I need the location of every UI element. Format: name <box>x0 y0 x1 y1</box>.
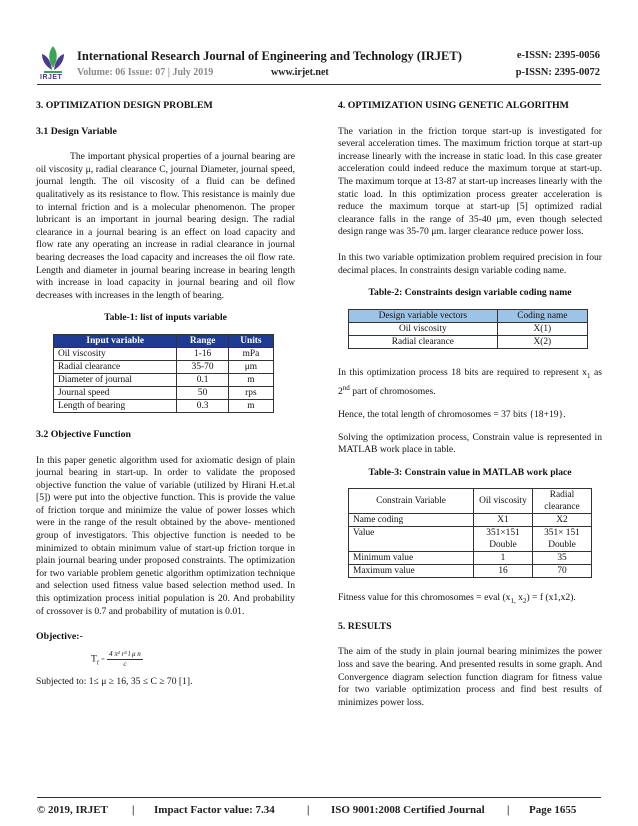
table-cell: X2 <box>533 514 592 527</box>
table-cell: Value <box>349 527 474 552</box>
table-1-header: Units <box>228 334 273 347</box>
table-row <box>349 514 592 527</box>
table-cell: mPa <box>228 347 273 360</box>
table-3-header: Constrain Variable <box>349 489 474 514</box>
formula-sub: f <box>96 660 99 667</box>
table-row <box>349 565 592 578</box>
table-cell: Radial clearance <box>349 335 498 348</box>
table-cell: 70 <box>533 565 592 578</box>
section-3-2-title: 3.2 Objective Function <box>36 428 131 440</box>
objective-formula <box>91 650 295 670</box>
right-column <box>338 100 602 709</box>
formula-lhs: T <box>91 653 97 665</box>
table-2-header: Coding name <box>497 309 587 322</box>
para3-sup: nd <box>342 384 350 393</box>
table-cell: Oil viscosity <box>349 322 498 335</box>
table-row <box>54 360 274 373</box>
formula-eq: = <box>101 657 105 664</box>
para3-sub: 1 <box>586 371 591 380</box>
table-cell: Minimum value <box>349 552 474 565</box>
table-row <box>54 386 274 399</box>
journal-header <box>0 0 638 86</box>
table-cell: m <box>228 373 273 386</box>
table-row <box>54 399 274 412</box>
irjet-logo-icon <box>38 44 68 76</box>
footer-page-number: Page 1655 <box>529 804 577 816</box>
footer-rule <box>37 797 601 798</box>
table-2-header: Design variable vectors <box>349 309 498 322</box>
table-1-caption: Table-1: list of inputs variable <box>104 312 227 324</box>
objective-label: Objective:- <box>36 631 83 643</box>
fitness-value-line <box>338 592 602 608</box>
section-3-1-paragraph: The important physical properties of a journal bearing are oil viscosity μ, radial clearance C, journal Diameter, journal speed, journal length. The oil viscosity of a fluid can be defined qualitatively as its resistance to flow. This resistance is mainly due to internal friction and is a molecular phenomenon. The proper lubricant is an important in journal bearing design. The radial clearance in a journal bearing is an effect on load capacity and flow rate any operating an increase in radial clearance in journal bearing decreases the load capacity and increases the oil flow rate. Length and diameter in journal bearing increase in bearing length with increase in load capacity in journal bearing and oil flow decreases with increases in the length of bearing. <box>36 151 295 301</box>
table-row <box>349 552 592 565</box>
formula-numerator: 4 π² r³ l μ n <box>109 649 141 658</box>
table-cell: 1 <box>474 552 533 565</box>
table-2 <box>348 309 588 349</box>
table-1 <box>53 334 274 413</box>
table-3-header-row <box>349 489 592 514</box>
table-3-header: Oil viscosity <box>474 489 533 514</box>
fitness-sub-2: 2 <box>522 597 527 606</box>
table-row <box>54 347 274 360</box>
section-3-title: 3. OPTIMIZATION DESIGN PROBLEM <box>36 100 213 111</box>
footer-separator: | <box>507 804 510 816</box>
header-rule <box>37 84 601 85</box>
formula-fraction <box>107 650 143 669</box>
journal-title: International Research Journal of Engineering and Technology (IRJET) <box>77 49 462 63</box>
eissn: e-ISSN: 2395-0056 <box>516 50 600 61</box>
section-5-paragraph: The aim of the study in plain journal bearing minimizes the power loss and save the bearing. And presented results in some graph. And Convergence diagram selection function diagram for fitness value for two variable optimization process and find best results of minimizes power loss. <box>338 646 602 708</box>
table-cell: Journal speed <box>54 386 177 399</box>
fitness-text-b: x <box>515 592 523 604</box>
table-cell: X(1) <box>497 322 587 335</box>
para3-text-a: In this optimization process 18 bits are required to represent x <box>338 366 587 378</box>
table-2-caption: Table-2: Constraints design variable coding name <box>368 287 572 299</box>
table-cell: 16 <box>474 565 533 578</box>
para3-text-c: part of chromosomes. <box>349 386 436 398</box>
footer-iso: ISO 9001:2008 Certified Journal <box>331 804 485 816</box>
table-row <box>54 373 274 386</box>
table-2-header-row <box>349 309 588 322</box>
section-4-paragraph-2: In this two variable optimization problem required precision in four decimal places. In constraints design variable coding name. <box>338 251 602 276</box>
table-cell: X(2) <box>497 335 587 348</box>
table-cell: 50 <box>177 386 228 399</box>
table-cell: Diameter of journal <box>54 373 177 386</box>
footer-separator: | <box>307 804 310 816</box>
table-cell: X1 <box>474 514 533 527</box>
table-row <box>349 335 588 348</box>
table-cell: 35 <box>533 552 592 565</box>
journal-url[interactable]: www.irjet.net <box>271 67 329 78</box>
formula-denominator: c <box>123 659 127 668</box>
table-cell: Radial clearance <box>54 360 177 373</box>
table-cell: 0.1 <box>177 373 228 386</box>
footer-separator: | <box>132 804 135 816</box>
section-5-title: 5. RESULTS <box>338 620 392 632</box>
subject-to: Subjected to: 1≤ μ ≥ 16, 35 ≤ C ≥ 70 [1]. <box>36 676 193 688</box>
table-cell: 351×151 Double <box>474 527 533 552</box>
fitness-text-c: ) = f (x1,x2). <box>526 592 576 604</box>
section-4-title: 4. OPTIMIZATION USING GENETIC ALGORITHM <box>338 100 569 111</box>
table-cell: m <box>228 399 273 412</box>
table-cell: Oil viscosity <box>54 347 177 360</box>
table-1-header: Range <box>177 334 228 347</box>
table-1-header-row <box>54 334 274 347</box>
table-row <box>349 527 592 552</box>
section-4-paragraph-4: Hence, the total length of chromosomes = 37 bits {18+19}. <box>338 409 566 420</box>
fitness-sub-1: 1, <box>510 597 516 606</box>
table-cell: 1-16 <box>177 347 228 360</box>
table-cell: 35-70 <box>177 360 228 373</box>
volume-info: Volume: 06 Issue: 07 | July 2019 <box>77 67 214 78</box>
table-cell: Maximum value <box>349 565 474 578</box>
footer-copyright: © 2019, IRJET <box>37 804 108 816</box>
table-3-caption: Table-3: Constrain value in MATLAB work place <box>368 466 572 478</box>
table-cell: rps <box>228 386 273 399</box>
table-3-header: Radial clearance <box>533 489 592 514</box>
table-cell: 0.3 <box>177 399 228 412</box>
table-1-header: Input variable <box>54 334 177 347</box>
logo-text: IRJET <box>40 74 63 81</box>
section-3-1-title: 3.1 Design Variable <box>36 125 117 137</box>
section-4-paragraph-5: Solving the optimization process, Constrain value is represented in MATLAB work place in table. <box>338 431 602 456</box>
section-3-2-paragraph: In this paper genetic algorithm used for axiomatic design of plain journal bearing in start-up. In order to validate the proposed objective function the value of variable (utilized by Hirani H.et.al [5]) were put into the objective function. This is provide the value of friction torque and minimize the value of power losses which were in the range of the result obtained by the above- mentioned group of investigators. This objective function is needed to be minimized to obtain minimum value of start-up friction torque in plain journal bearing under proposed constraints. The optimization for two variable problem genetic algorithm optimization technique and selection used fitness value based selection method used. In this optimization process initial population is 20. And probability of crossover is 0.7 and probability of mutation is 0.01. <box>36 454 295 617</box>
section-4-paragraph-1: The variation in the friction torque start-up is investigated for several acceleration times. The maximum friction torque at start-up increase linearly with the increase in static load. In this case greater acceleration could indeed reduce the maximum torque at start-up. The maximum torque at 13-87 at start-up increases linearly with the static load. In this optimization process greater acceleration is reduce the maximum torque at start-up [5] optimized radial clearance falls in the range of 35-40 μm, even though selected design range was 35-70 μm. larger clearance reduce power loss. <box>338 125 602 238</box>
table-3 <box>348 488 592 578</box>
fitness-text-a: Fitness value for this chromosomes = eval (x <box>338 592 511 604</box>
table-cell: μm <box>228 360 273 373</box>
table-cell: Name coding <box>349 514 474 527</box>
pissn: p-ISSN: 2395-0072 <box>515 67 600 78</box>
table-cell: 351× 151 Double <box>533 527 592 552</box>
para3-text-b: as 2 <box>338 366 602 398</box>
table-cell: Length of bearing <box>54 399 177 412</box>
table-row <box>349 322 588 335</box>
section-4-paragraph-3 <box>338 367 602 399</box>
footer-impact-factor: Impact Factor value: 7.34 <box>154 804 275 816</box>
left-column <box>36 100 295 689</box>
